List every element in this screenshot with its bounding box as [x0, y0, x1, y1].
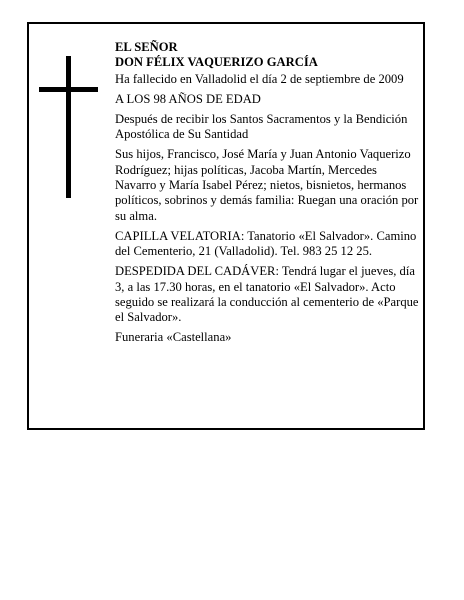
death-info: Ha fallecido en Valladolid el día 2 de septiembre de 2009: [115, 71, 404, 86]
cross-icon-horizontal-bar: [39, 87, 98, 92]
funeral-home: Funeraria «Castellana»: [115, 330, 232, 345]
obituary-notice: [27, 22, 425, 430]
cross-icon-vertical-bar: [66, 56, 71, 198]
farewell-info: DESPEDIDA DEL CADÁVER: Tendrá lugar el jueves, día 3, a las 17.30 horas, en el tanatorio «El Salvador». Acto seguido se realizará la conducción al cementerio de «Parque el Salvador».: [115, 264, 419, 325]
title-line-1: EL SEÑOR: [115, 40, 178, 54]
chapel-info: CAPILLA VELATORIA: Tanatorio «El Salvador». Camino del Cementerio, 21 (Valladolid). Tel. 983 25 12 25.: [115, 228, 417, 259]
deceased-name: DON FÉLIX VAQUERIZO GARCÍA: [115, 55, 318, 70]
age-line: A LOS 98 AÑOS DE EDAD: [115, 91, 261, 106]
family-paragraph: Sus hijos, Francisco, José María y Juan Antonio Vaquerizo Rodríguez; hijas políticas, Jacoba Martín, Mercedes Navarro y María Isabel Pérez; nietos, bisnietos, hermanos políticos, sobrinos y demás familia: Ruegan una oración por su alma.: [115, 147, 419, 223]
sacraments-line: Después de recibir los Santos Sacramentos y la Bendición Apostólica de Su Santidad: [115, 111, 408, 142]
obituary-text: [115, 40, 421, 350]
